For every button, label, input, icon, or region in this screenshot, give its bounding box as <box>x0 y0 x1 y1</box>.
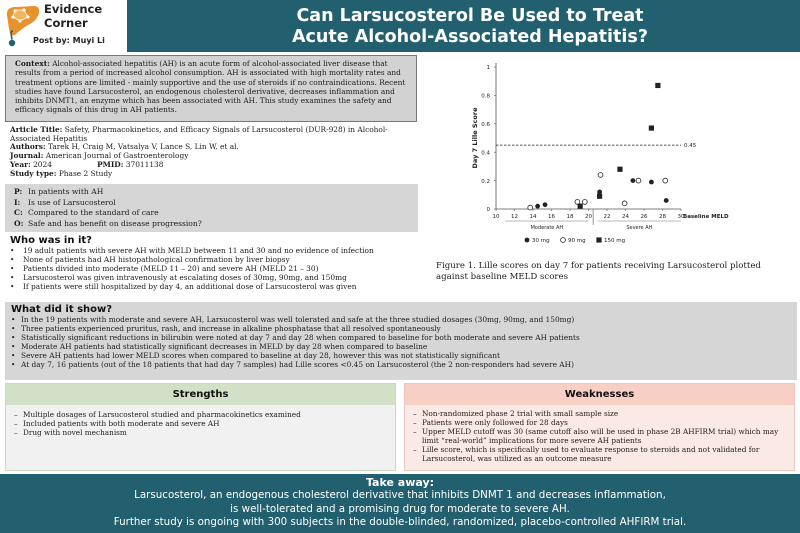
figure-caption: Figure 1. Lille scores on day 7 for patients receiving Larsucosterol plotted against baseline MELD scores <box>436 261 761 282</box>
x-tick-label: 28 <box>659 214 666 220</box>
x-axis-label: Baseline MELD <box>683 214 729 220</box>
pico-key: I: <box>14 197 21 207</box>
x-tick-label: 10 <box>492 214 500 220</box>
group-label: Moderate AH <box>530 225 564 231</box>
x-tick-label: 14 <box>529 214 537 220</box>
who-section <box>10 235 422 291</box>
y-tick-label: 0.2 <box>481 178 490 185</box>
list-item: • None of patients had AH histopathological confirmation by liver biopsy <box>10 255 422 264</box>
y-axis-label: Day 7 Lille Score <box>471 107 479 169</box>
lille-score-chart <box>465 56 729 286</box>
strengths-box <box>5 383 396 471</box>
x-tick-label: 22 <box>603 214 611 220</box>
list-item: – Non-randomized phase 2 trial with small sample size <box>413 409 790 418</box>
strengths-list <box>6 405 395 437</box>
y-tick-label: 0.6 <box>481 122 490 128</box>
data-point <box>655 83 660 88</box>
pico-key: O: <box>14 218 24 228</box>
pico-key: P: <box>14 187 23 196</box>
x-tick-label: 26 <box>640 214 648 220</box>
legend-label: 30 mg <box>532 238 550 244</box>
list-item: • At day 7, 16 patients (out of the 18 patients that had day 7 samples) had Lille scores <0.45 on Larsucosterol (the 2 non-responders had severe AH) <box>11 360 797 369</box>
pico-text: In patients with AH <box>28 187 104 196</box>
context-text: Alcohol-associated hepatitis (AH) is an acute form of alcohol-associated liver disease that results from a period of increased alcohol consumption. AH is associated with high mortality rates and treatment options are limited - mainly supportive and the use of steroids if no contraindications. Recent studies have found Larsucosterol, an endogenous cholesterol derivative, decreases inflammation and inhibits DNMT1, an enzyme which has been associated with AH. This study examines the safety and efficacy signals of this drug in AH patients. <box>15 59 406 115</box>
data-point <box>649 125 654 130</box>
context-label: Context: <box>15 59 50 68</box>
pico-text: Is use of Larsucosterol <box>28 197 116 207</box>
brand-title-line1: Evidence <box>44 2 103 16</box>
brand-title <box>44 2 102 30</box>
article-info <box>10 126 418 178</box>
header-bar <box>0 0 800 52</box>
takeaway-line: Further study is ongoing with 300 subjects in the double-blinded, randomized, placebo-controlled AHFIRM trial. <box>113 516 687 528</box>
weaknesses-heading: Weaknesses <box>405 384 794 405</box>
who-heading: Who was in it? <box>10 235 92 246</box>
legend-marker <box>561 238 566 243</box>
list-item: • Statistically significant reductions in bilirubin were noted at day 7 and day 28 when compared to baseline for both moderate and severe AH patients <box>11 333 797 342</box>
takeaway-line: is well-tolerated and a promising drug for moderate to severe AH. <box>230 502 570 515</box>
data-point <box>631 178 636 183</box>
legend-label: 150 mg <box>604 238 626 244</box>
journal-label: Journal: <box>10 151 44 161</box>
pico-row <box>14 198 418 209</box>
list-item: – Drug with novel mechanism <box>14 428 391 437</box>
legend-marker <box>596 237 601 242</box>
what-heading: What did it show? <box>11 304 113 315</box>
pmid-value: 37011138 <box>125 159 164 169</box>
list-item: • Three patients experienced pruritus, rash, and increase in alkaline phosphatase that all resolved spontaneously <box>11 324 797 333</box>
pico-text: Compared to the standard of care <box>28 208 159 217</box>
study-type-row <box>10 170 418 179</box>
list-item: • Severe AH patients had lower MELD scores when compared to baseline at day 28, however this was not statistically significant <box>11 351 797 360</box>
takeaway-banner <box>0 474 800 533</box>
journal-value: American Journal of Gastroenterology <box>45 151 189 161</box>
pico-box <box>5 184 418 232</box>
list-item: • In the 19 patients with moderate and severe AH, Larsucosterol was well tolerated and safe at the three studied dosages (30mg, 90mg, and 150mg) <box>11 315 797 324</box>
list-item: • Larsucosterol was given intravenously at escalating doses of 30mg, 90mg, and 150mg <box>10 273 422 282</box>
year-value: 2024 <box>33 159 52 169</box>
list-item: • Patients divided into moderate (MELD 11 – 20) and severe AH (MELD 21 – 30) <box>10 264 422 273</box>
x-tick-label: 24 <box>622 214 629 220</box>
data-point <box>663 178 668 183</box>
data-point <box>535 204 540 209</box>
pico-row <box>14 219 418 230</box>
article-title-row <box>10 126 418 143</box>
y-tick-label: 0.4 <box>481 150 490 157</box>
journal-row <box>10 152 418 161</box>
what-list <box>11 315 797 370</box>
legend-marker <box>525 238 530 243</box>
list-item: • If patients were still hospitalized by day 4, an additional dose of Larsucosterol was given <box>10 282 422 291</box>
pico-row <box>14 187 418 198</box>
page-title-line2: Acute Alcohol-Associated Hepatitis? <box>292 27 648 47</box>
data-point <box>649 180 654 185</box>
strengths-heading: Strengths <box>6 384 395 405</box>
list-item: – Included patients with both moderate and severe AH <box>14 419 391 428</box>
data-point <box>578 204 583 209</box>
data-point <box>617 167 622 172</box>
data-point <box>636 178 641 183</box>
data-point <box>622 201 627 206</box>
list-item: • Moderate AH patients had statistically significant decreases in MELD by day 28 when compared to baseline <box>11 342 797 351</box>
pico-row <box>14 208 418 219</box>
what-section <box>5 302 797 380</box>
list-item: – Lille score, which is specifically used to evaluate response to steroids and not validated for Larsucosterol, was utilized as an outcome measure <box>413 445 790 463</box>
data-point <box>664 198 669 203</box>
who-list <box>10 246 422 291</box>
brand-logo <box>0 0 127 52</box>
list-item: – Patients were only followed for 28 days <box>413 418 790 427</box>
y-tick-label: 1 <box>486 65 490 72</box>
weaknesses-box <box>404 383 795 471</box>
list-item: – Upper MELD cutoff was 30 (same cutoff also will be used in phase 2B AHFIRM trial) which may limit “real-world” implications for more severe AH patients <box>413 427 790 445</box>
page-title-line1: Can Larsucosterol Be Used to Treat <box>296 6 644 26</box>
data-point <box>528 205 533 210</box>
pico-text: Safe and has benefit on disease progression? <box>28 218 202 228</box>
data-point <box>582 200 587 205</box>
data-point <box>597 194 602 199</box>
pico-key: C: <box>14 208 23 217</box>
threshold-label: 0.45 <box>684 143 697 150</box>
year-label: Year: <box>10 159 31 169</box>
list-item: – Multiple dosages of Larsucosterol studied and pharmacokinetics examined <box>14 410 391 419</box>
group-label: Severe AH <box>626 225 653 231</box>
takeaway-heading: Take away: <box>365 476 435 489</box>
x-tick-label: 30 <box>677 214 685 220</box>
y-tick-label: 0 <box>486 207 490 214</box>
x-tick-label: 16 <box>548 214 555 220</box>
data-point <box>543 202 548 207</box>
study-type-value: Phase 2 Study <box>58 168 113 178</box>
weaknesses-list <box>405 405 794 463</box>
article-title-value: Safety, Pharmacokinetics, and Efficacy Signals of Larsucosterol (DUR-928) in Alcohol-Associated Hepatitis <box>10 125 388 143</box>
context-box <box>5 55 417 122</box>
pmid-label: PMID: <box>97 159 124 169</box>
authors-label: Authors: <box>10 142 46 152</box>
takeaway-line: Larsucosterol, an endogenous cholesterol derivative that inhibits DNMT 1 and decreases inflammation, <box>134 489 666 501</box>
post-author: Post by: Muyi Li <box>33 36 105 45</box>
x-tick-label: 20 <box>585 214 592 220</box>
x-tick-label: 12 <box>511 214 518 220</box>
study-type-label: Study type: <box>10 168 57 178</box>
list-item: • 19 adult patients with severe AH with MELD between 11 and 30 and no evidence of infection <box>10 246 422 255</box>
article-title-label: Article Title: <box>10 125 63 134</box>
authors-value: Tarek H, Craig M, Vatsalya V, Lance S, Lin W, et al. <box>47 142 239 152</box>
page-title <box>240 6 700 48</box>
y-tick-label: 0.8 <box>481 93 490 100</box>
x-tick-label: 18 <box>566 214 574 220</box>
brand-title-line2: Corner <box>44 16 88 30</box>
legend-label: 90 mg <box>568 238 586 244</box>
data-point <box>598 173 603 178</box>
